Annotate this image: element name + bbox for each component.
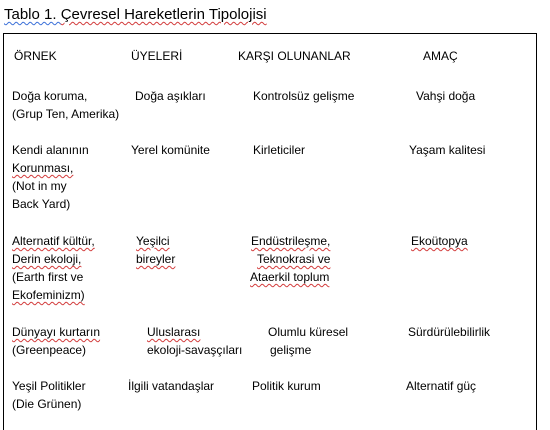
row3-ornek-line2-text: Derin ekoloji, <box>12 252 82 266</box>
row2-ornek-line4: Back Yard) <box>12 197 71 211</box>
row2-ornek-line3: (Not in my <box>12 179 67 193</box>
row4-amac: Sürdürülebilirlik <box>408 325 491 339</box>
row4-uyeleri-line2: ekoloji-savaşçıları <box>147 343 243 357</box>
row3-karsi-line3 <box>250 268 329 286</box>
row4-uyeleri-line1 <box>147 323 200 341</box>
row3-uyeleri-line1-text: Yeşilci <box>136 234 170 248</box>
row3-uyeleri-line2 <box>136 250 175 268</box>
title-prefix: Tablo 1. <box>4 6 61 23</box>
row5-amac: Alternatif güç <box>406 379 477 393</box>
row1-amac: Vahşi doğa <box>416 89 476 103</box>
row2-ornek-line2-text: Korunması, <box>12 161 74 175</box>
header-uyeleri: ÜYELERİ <box>131 49 183 63</box>
row3-amac <box>411 232 468 250</box>
row3-amac-text: Ekoütopya <box>411 234 468 248</box>
row3-ornek-line4 <box>12 286 85 304</box>
row3-ornek-line1-text: Alternatif kültür, <box>12 234 95 248</box>
row2-karsi: Kirleticiler <box>253 143 306 157</box>
row4-uyeleri-line1-text: Uluslarası <box>147 325 201 339</box>
row3-karsi-line3-text: Ataerkil toplum <box>250 270 330 284</box>
row2-amac: Yaşam kalitesi <box>409 143 486 157</box>
row1-uyeleri: Doğa aşıkları <box>135 89 206 103</box>
row4-ornek-line1-text: Dünyayı kurtarın <box>12 325 101 339</box>
row4-ornek-line2: (Greenpeace) <box>12 343 87 357</box>
row3-ornek-line3: (Earth first ve <box>12 270 84 284</box>
header-ornek: ÖRNEK <box>14 49 57 63</box>
row3-ornek-line1 <box>12 232 95 250</box>
row3-uyeleri-line2-text: bireyler <box>136 252 176 266</box>
row4-karsi-line2: gelişme <box>270 343 312 357</box>
row3-ornek-line2 <box>12 250 81 268</box>
row3-karsi-line2 <box>257 250 330 268</box>
row2-ornek-line2 <box>12 159 73 177</box>
row1-ornek-line1: Doğa koruma, <box>12 89 88 103</box>
row5-ornek-line2: (Die Grünen) <box>12 397 82 411</box>
title-text: Çevresel Hareketlerin Tipolojisi <box>60 6 267 23</box>
row3-ornek-line4-text: Ekofeminizm) <box>12 288 85 302</box>
table-title <box>4 6 267 24</box>
row1-ornek-line2: (Grup Ten, Amerika) <box>12 107 120 121</box>
header-karsi-olunanlar: KARŞI OLUNANLAR <box>238 49 351 63</box>
row3-uyeleri-line1 <box>136 232 170 250</box>
row5-karsi: Politik kurum <box>252 379 321 393</box>
row3-karsi-line1-text: Endüstrileşme, <box>251 234 331 248</box>
row2-uyeleri: Yerel komünite <box>131 143 210 157</box>
row4-karsi-line1: Olumlu küresel <box>268 325 349 339</box>
header-amac: AMAÇ <box>423 49 458 63</box>
row5-uyeleri: İlgili vatandaşlar <box>128 379 215 393</box>
row1-karsi: Kontrolsüz gelişme <box>253 89 355 103</box>
row3-karsi-line2-text: Teknokrasi ve <box>257 252 331 266</box>
row5-ornek-line1: Yeşil Politikler <box>12 379 86 393</box>
row4-ornek-line1 <box>12 323 100 341</box>
row3-karsi-line1 <box>251 232 330 250</box>
row2-ornek-line1: Kendi alanının <box>12 143 89 157</box>
